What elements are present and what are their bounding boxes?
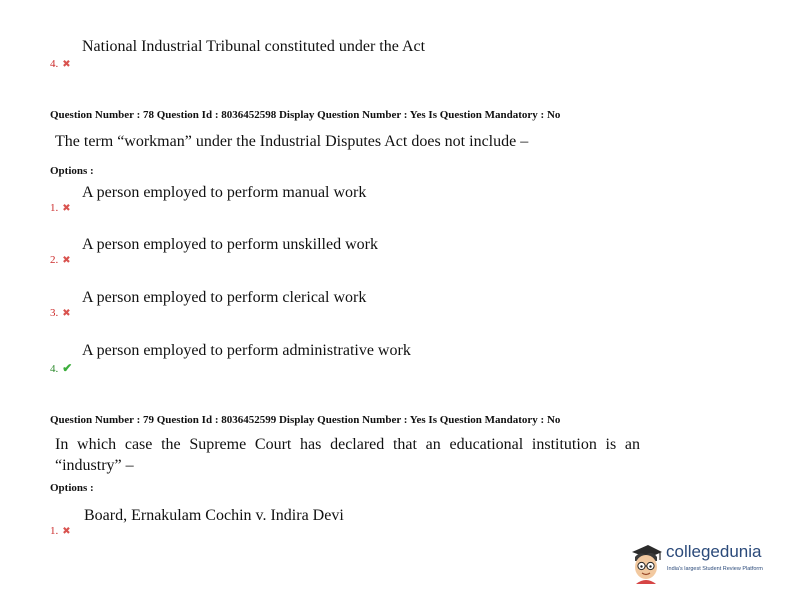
q78-option-1-number (50, 202, 71, 215)
q78-option-4-text: A person employed to perform administrative work (82, 342, 411, 359)
logo-tagline: India's largest Student Review Platform (667, 566, 763, 572)
collegedunia-logo (628, 538, 778, 588)
option-number: 1. (50, 202, 59, 214)
q79-option-1-text: Board, Ernakulam Cochin v. Indira Devi (84, 507, 344, 524)
question-79-text: In which case the Supreme Court has declared that an educational institution is an “industry” – (55, 436, 640, 474)
question-78-options-label: Options : (50, 165, 94, 177)
q78-option-2-text: A person employed to perform unskilled work (82, 236, 378, 253)
q79-option-1-number (50, 525, 71, 538)
cross-icon: ✖ (62, 59, 71, 70)
graduate-mascot-icon (628, 542, 664, 584)
question-79-options-label: Options : (50, 482, 94, 494)
cross-icon: ✖ (62, 308, 71, 319)
q78-option-1-text: A person employed to perform manual work (82, 184, 367, 201)
option-number: 4. (50, 363, 59, 375)
option-number: 4. (50, 58, 59, 70)
cross-icon: ✖ (62, 526, 71, 537)
cross-icon: ✖ (62, 255, 71, 266)
question-79-header: Question Number : 79 Question Id : 8036452599 Display Question Number : Yes Is Question Mandatory : No (50, 414, 561, 426)
cross-icon: ✖ (62, 203, 71, 214)
prev-option-4-text: National Industrial Tribunal constituted under the Act (82, 38, 426, 55)
question-78-text: The term “workman” under the Industrial Disputes Act does not include – (55, 133, 529, 150)
logo-wordmark: collegedunia (666, 542, 762, 561)
q78-option-4-number (50, 362, 72, 375)
option-number: 2. (50, 254, 59, 266)
question-78-header: Question Number : 78 Question Id : 8036452598 Display Question Number : Yes Is Question Mandatory : No (50, 109, 561, 121)
prev-option-4-number (50, 58, 71, 71)
q78-option-3-text: A person employed to perform clerical work (82, 289, 367, 306)
option-number: 3. (50, 307, 59, 319)
q78-option-2-number (50, 254, 71, 267)
check-icon: ✔ (62, 361, 73, 375)
q78-option-3-number (50, 307, 71, 320)
option-number: 1. (50, 525, 59, 537)
